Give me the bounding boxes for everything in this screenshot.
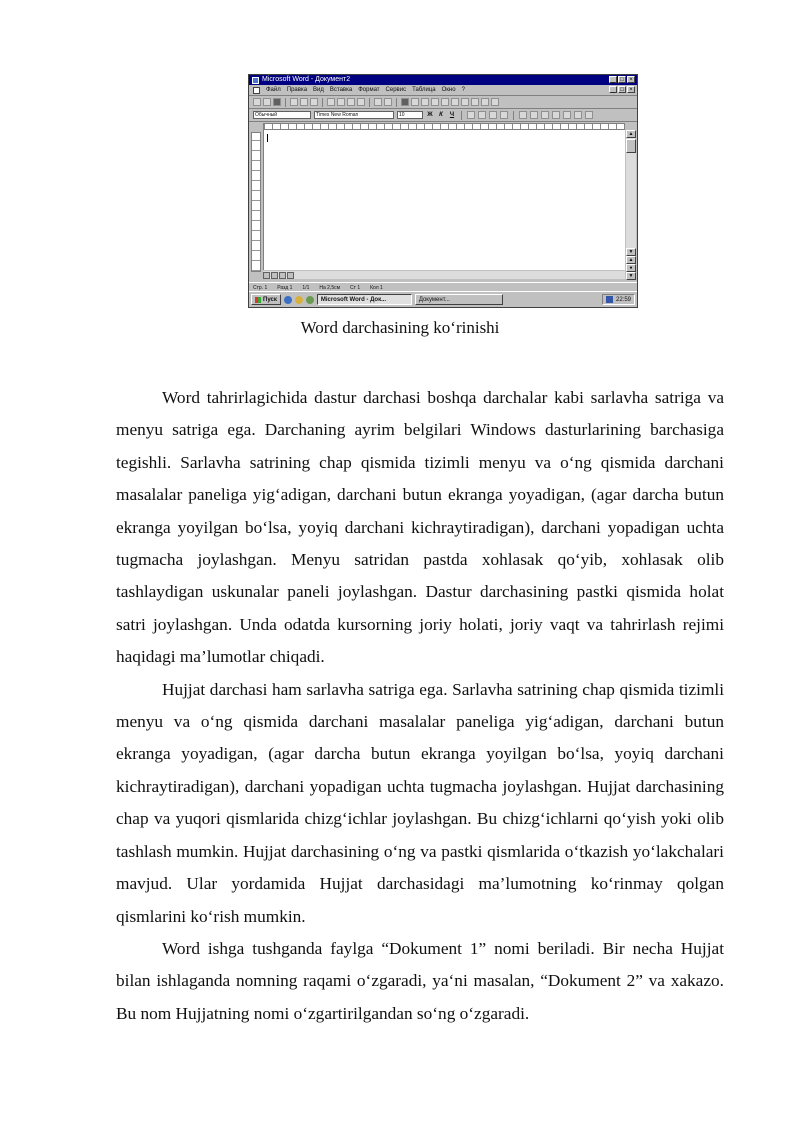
status-line: Ст 1 xyxy=(350,284,361,291)
toolbar-separator xyxy=(322,98,323,107)
normal-view-icon[interactable] xyxy=(263,272,270,279)
desktop-icon[interactable] xyxy=(306,296,314,304)
menu-help[interactable]: ? xyxy=(461,87,465,93)
paragraph: Word tahrirlagichida dastur darchasi boshqa darchalar kabi sarlavha satriga va menyu satriga ega. Darchaning ayrim belgilari Windows dasturlarining barchasiga tegishli. Sarlavha satrining chap qismida tizimli menyu va o‘ng qismida darchani masalalar paneliga yig‘adigan, darchani butun ekranga yoyadigan, (agar darcha butun ekranga yoyilgan bo‘lsa, yoyiq darchani kichraytiradigan), darchani yopadigan uchta tugmacha joylashgan. Menyu satridan pastda xohlasak qo‘yib, xohlasak olib tashlaydigan uskunalar paneli joylashgan. Dastur darchasining pastki qismida holat satri joylashgan. Unda odatda kursorning joriy holati, joriy vaqt va tahrirlash rejimi haqidagi ma’lumotlar chiqadi. xyxy=(116,388,724,667)
undo-icon[interactable] xyxy=(374,98,382,106)
font-size-select[interactable]: 10 xyxy=(397,111,423,119)
style-select[interactable]: Обычный xyxy=(253,111,311,119)
align-right-icon[interactable] xyxy=(489,111,497,119)
align-left-icon[interactable] xyxy=(467,111,475,119)
hyperlink-icon[interactable] xyxy=(401,98,409,106)
status-section: Разд 1 xyxy=(277,284,293,291)
vertical-ruler[interactable] xyxy=(251,132,261,272)
highlight-icon[interactable] xyxy=(574,111,582,119)
web-layout-icon[interactable] xyxy=(271,272,278,279)
menu-insert[interactable]: Вставка xyxy=(329,87,353,93)
document-map-icon[interactable] xyxy=(461,98,469,106)
scroll-bottom-buttons xyxy=(626,248,636,280)
word-window-title: Microsoft Word - Документ2 xyxy=(262,76,351,83)
help-icon[interactable] xyxy=(491,98,499,106)
show-hide-icon[interactable] xyxy=(471,98,479,106)
status-position: На 2,5см xyxy=(319,284,341,291)
menu-bar xyxy=(249,85,637,96)
doc-restore-button[interactable]: □ xyxy=(618,86,626,93)
scroll-thumb[interactable] xyxy=(626,139,636,153)
bold-button[interactable]: Ж xyxy=(427,112,433,118)
toolbar-separator xyxy=(369,98,370,107)
print-icon[interactable] xyxy=(290,98,298,106)
vertical-scrollbar[interactable] xyxy=(626,130,636,280)
document-system-menu-icon[interactable] xyxy=(253,87,260,94)
new-document-icon[interactable] xyxy=(253,98,261,106)
outlook-express-icon[interactable] xyxy=(295,296,303,304)
scroll-up-icon[interactable]: ▲ xyxy=(626,130,636,138)
drawing-icon[interactable] xyxy=(451,98,459,106)
zoom-icon[interactable] xyxy=(481,98,489,106)
toolbar-separator xyxy=(461,111,462,120)
word-app-icon xyxy=(252,77,259,84)
taskbar-word-button[interactable]: Microsoft Word - Док... xyxy=(317,294,412,305)
document-body xyxy=(116,382,724,1030)
doc-minimize-button[interactable]: _ xyxy=(609,86,617,93)
decrease-indent-icon[interactable] xyxy=(541,111,549,119)
toolbar-separator xyxy=(396,98,397,107)
justify-icon[interactable] xyxy=(500,111,508,119)
horizontal-scrollbar[interactable] xyxy=(263,271,625,279)
minimize-button[interactable]: _ xyxy=(609,76,617,83)
start-label: Пуск xyxy=(263,296,277,303)
status-page-count: 1/1 xyxy=(302,284,310,291)
start-button[interactable] xyxy=(251,294,281,305)
borders-icon[interactable] xyxy=(563,111,571,119)
menu-format[interactable]: Формат xyxy=(358,87,380,93)
document-window-controls xyxy=(609,86,635,93)
format-painter-icon[interactable] xyxy=(357,98,365,106)
print-layout-icon[interactable] xyxy=(279,272,286,279)
italic-button[interactable]: К xyxy=(439,112,443,118)
menu-edit[interactable]: Правка xyxy=(286,87,308,93)
previous-page-icon[interactable]: ▲ xyxy=(626,256,636,264)
standard-toolbar xyxy=(249,96,637,109)
word-window-screenshot xyxy=(248,74,638,308)
menu-view[interactable]: Вид xyxy=(313,87,324,93)
next-page-icon[interactable]: ▼ xyxy=(626,272,636,280)
menu-tools[interactable]: Сервис xyxy=(385,87,407,93)
text-cursor xyxy=(267,134,268,142)
system-tray xyxy=(602,294,635,305)
language-indicator-icon[interactable] xyxy=(606,296,613,303)
font-color-icon[interactable] xyxy=(585,111,593,119)
paragraph: Word ishga tushganda faylga “Dokument 1” nomi beriladi. Bir necha Hujjat bilan ishlaganda nomning raqami o‘zgaradi, ya‘ni masalan, “Dokument 2” va xakazo. Bu nom Hujjatning nomi o‘zgartirilgandan so‘ng o‘zgaradi. xyxy=(116,938,724,1023)
horizontal-ruler[interactable] xyxy=(263,123,625,130)
font-select[interactable]: Times New Roman xyxy=(314,111,394,119)
tables-borders-icon[interactable] xyxy=(411,98,419,106)
redo-icon[interactable] xyxy=(384,98,392,106)
editor-area xyxy=(249,130,637,280)
paste-icon[interactable] xyxy=(347,98,355,106)
status-page: Стр. 1 xyxy=(253,284,268,291)
maximize-button[interactable]: □ xyxy=(618,76,626,83)
taskbar-document-button[interactable]: Документ... xyxy=(415,294,503,305)
menu-file[interactable]: Файл xyxy=(266,87,281,93)
bullets-icon[interactable] xyxy=(530,111,538,119)
outline-view-icon[interactable] xyxy=(287,272,294,279)
columns-icon[interactable] xyxy=(441,98,449,106)
menu-window[interactable]: Окно xyxy=(441,87,456,93)
windows-logo-icon xyxy=(255,297,261,303)
window-controls xyxy=(609,76,635,83)
close-button[interactable]: × xyxy=(627,76,635,83)
numbering-icon[interactable] xyxy=(519,111,527,119)
insert-table-icon[interactable] xyxy=(421,98,429,106)
word-titlebar xyxy=(249,75,637,85)
status-column: Кол 1 xyxy=(370,284,383,291)
document-page[interactable] xyxy=(263,130,625,270)
doc-close-button[interactable]: × xyxy=(627,86,635,93)
toolbar-separator xyxy=(513,111,514,120)
align-center-icon[interactable] xyxy=(478,111,486,119)
save-icon[interactable] xyxy=(273,98,281,106)
copy-icon[interactable] xyxy=(337,98,345,106)
taskbar xyxy=(249,291,637,307)
paragraph: Hujjat darchasi ham sarlavha satriga ega. Sarlavha satrining chap qismida tizimli menyu va o‘ng qismida darchani masalalar paneliga yig‘adigan, darchani butun ekranga yoyadigan, (agar darcha butun ekranga yoyilgan bo‘lsa, yoyiq darchani kichraytiradigan), darchani yopadigan uchta tugmacha joylashgan. Hujjat darchasining chap va yuqori qismlarida chizg‘ichlar joylashgan. Bu chizg‘ichlarni qo‘yish yoki olib tashlash mumkin. Hujjat darchasining o‘ng va pastki qismlarida o‘tkazish yo‘lakchalari mavjud. Ular yordamida Hujjat darchasidagi ma’lumotning ko‘rinmay qolgan qismlarini ko‘rish mumkin. xyxy=(116,679,724,926)
figure-caption: Word darchasining ko‘rinishi xyxy=(300,318,500,337)
internet-explorer-icon[interactable] xyxy=(284,296,292,304)
spelling-icon[interactable] xyxy=(310,98,318,106)
underline-button[interactable]: Ч xyxy=(449,112,455,118)
open-folder-icon[interactable] xyxy=(263,98,271,106)
select-browse-object-icon[interactable]: ● xyxy=(626,264,636,272)
menu-table[interactable]: Таблица xyxy=(412,87,436,93)
clock: 22:59 xyxy=(615,296,631,303)
print-preview-icon[interactable] xyxy=(300,98,308,106)
scroll-down-icon[interactable]: ▼ xyxy=(626,248,636,256)
insert-excel-icon[interactable] xyxy=(431,98,439,106)
increase-indent-icon[interactable] xyxy=(552,111,560,119)
cut-icon[interactable] xyxy=(327,98,335,106)
toolbar-separator xyxy=(285,98,286,107)
formatting-toolbar xyxy=(249,109,637,122)
